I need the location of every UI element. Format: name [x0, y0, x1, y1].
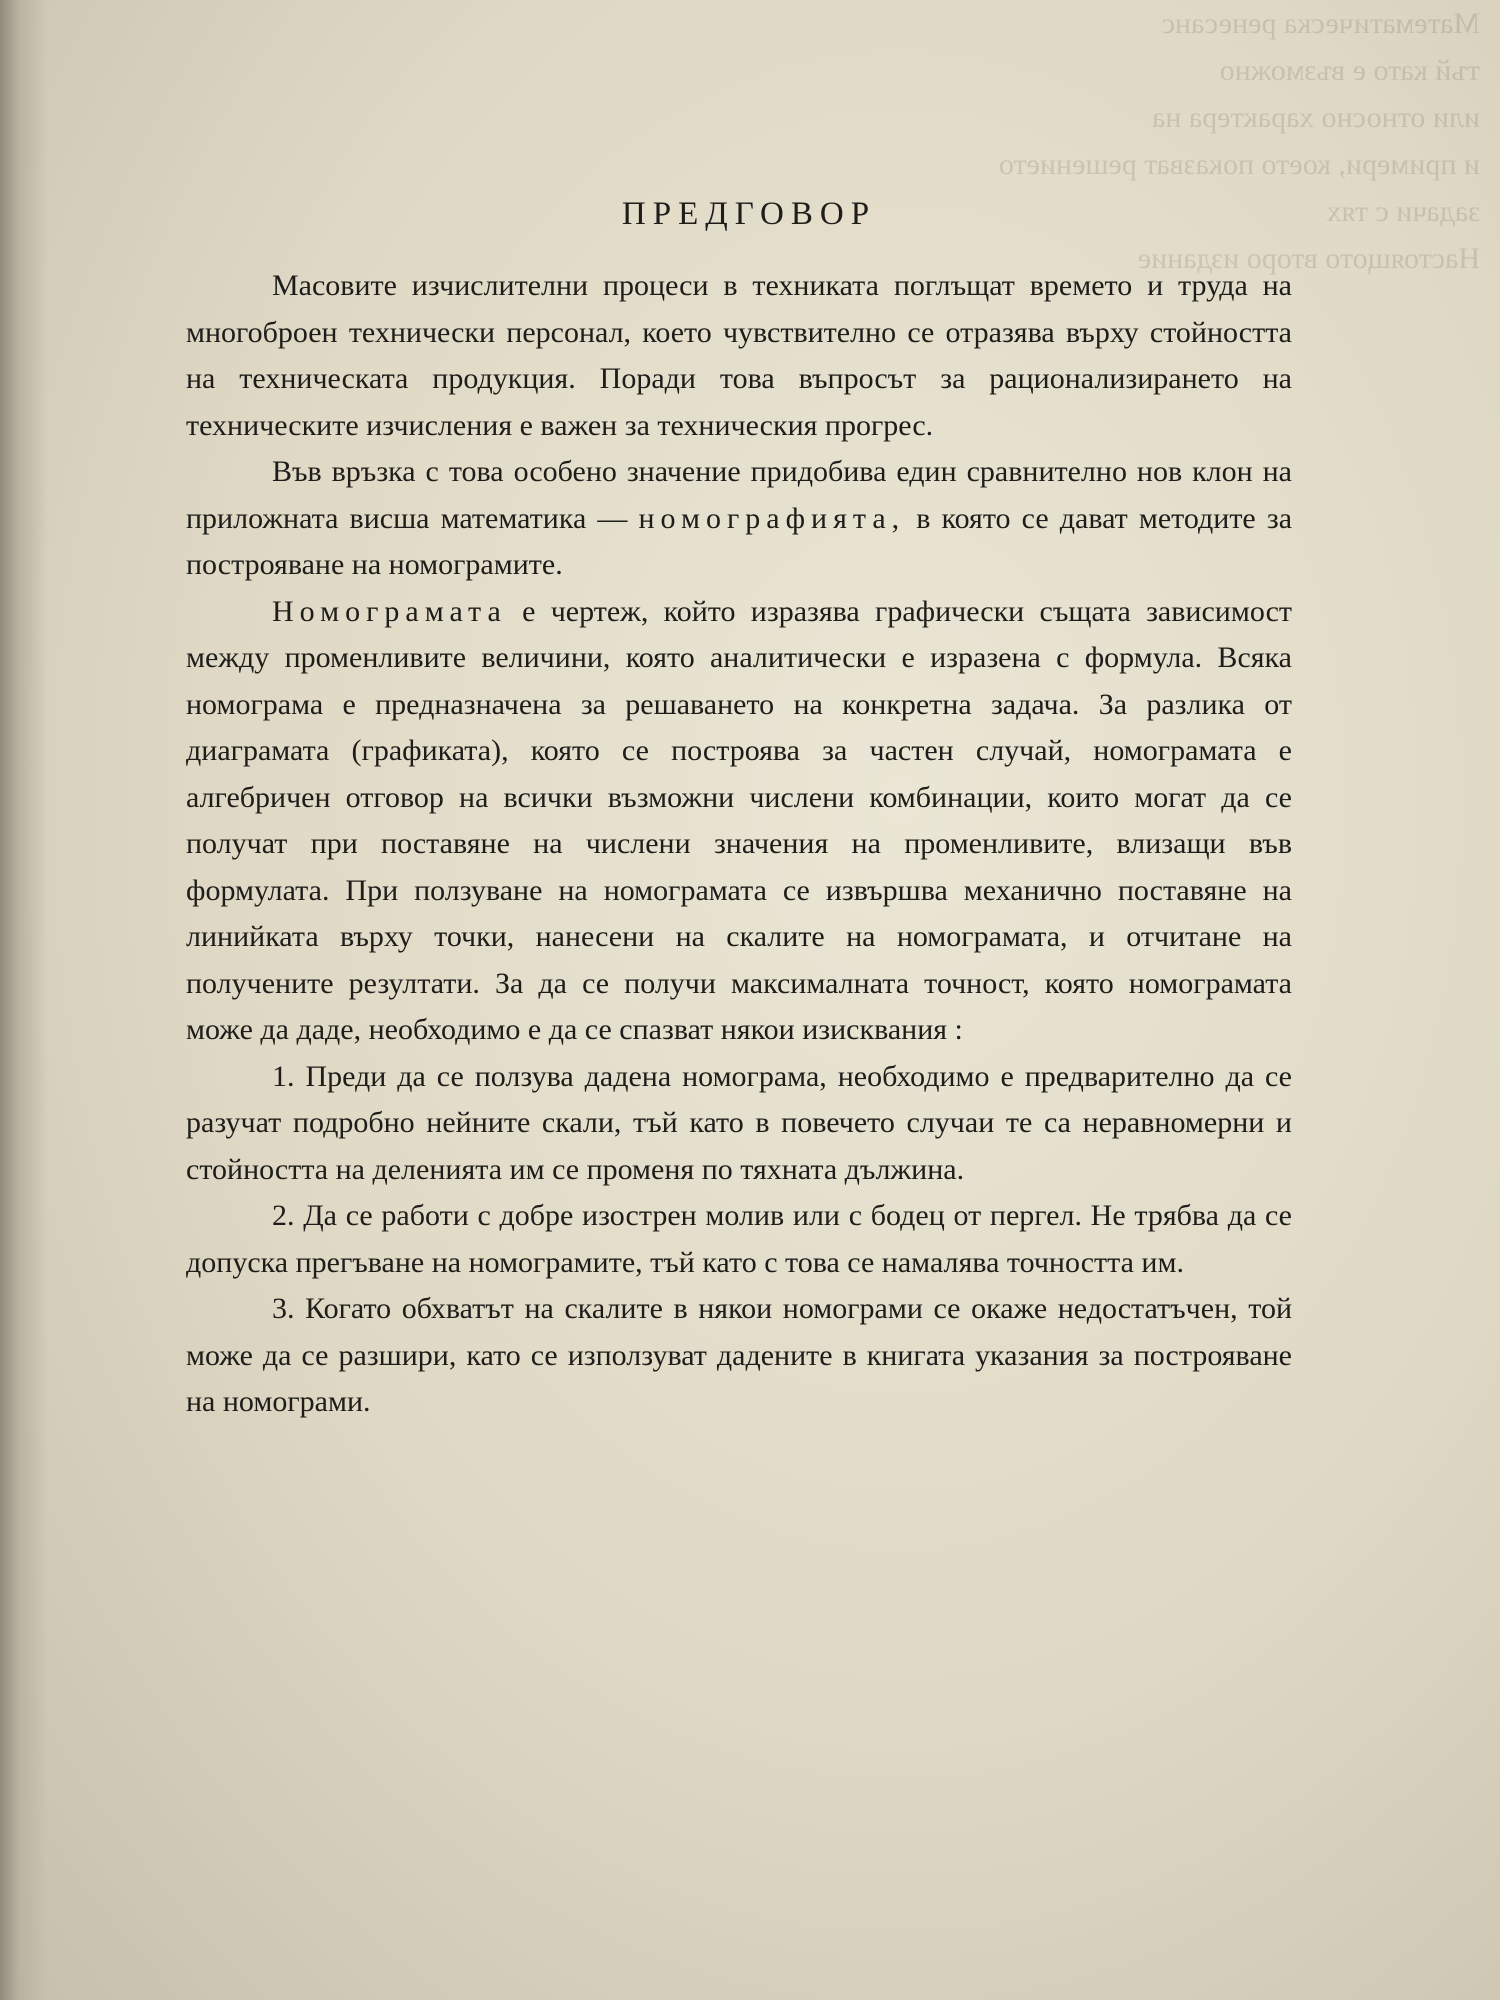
paragraph-2	[186, 449, 1292, 589]
requirement-1: 1. Преди да се ползува дадена номограма, необходимо е предварително да се разучат подробно нейните скали, тъй като в повечето случаи те са неравномерни и стойността на деленията им се променя по тяхната дължина.	[186, 1059, 1292, 1186]
paragraph-1: Масовите изчислителни процеси в техниката поглъщат времето и труда на многоброен технически персонал, което чувствително се отразява върху стойността на техническата продукция. Поради това въпросът за рационализирането на техническите изчисления е важен за техническия прогрес.	[186, 269, 1292, 442]
term-nomography: номографията,	[638, 501, 906, 535]
paragraph-2-intro: Във връзка с това особено значение придобива един сравнително нов клон на приложната висша математика —	[186, 455, 1292, 535]
page-title: ПРЕДГОВОР	[621, 196, 877, 232]
page-gutter-shadow	[0, 0, 48, 2000]
paragraph-2-end: в която се дават методите за построяване на номограмите.	[186, 501, 1293, 581]
term-nomogram: Номограмата	[272, 594, 507, 628]
preface-text	[186, 196, 1292, 1426]
requirement-2: 2. Да се работи с добре изострен молив или с бодец от пергел. Не трябва да се допуска прегъване на номограмите, тъй като с това се намалява точността им.	[186, 1199, 1292, 1279]
paragraph-3-body: е чертеж, който изразява графически същата зависимост между променливите величини, която аналитически е изразена с формула. Всяка номограма е предназначена за решаването на конкретна задача. За разлика от диаграмата (графиката), която се построява за частен случай, номограмата е алгебричен отговор на всички възможни числени комбинации, които могат да се получат при поставяне на числени значения на променливите, влизащи във формулата. При ползуване на номограмата се извършва механично поставяне на линийката върху точки, нанесени на скалите на номограмата, и отчитане на получените резултати. За да се получи максималната точност, която номограмата може да даде, необходимо е да се спазват някои изисквания :	[186, 594, 1292, 1046]
paragraph-3	[186, 589, 1292, 1054]
requirement-3: 3. Когато обхватът на скалите в някои номограми се окаже недостатъчен, той може да се разшири, като се използуват дадените в книгата указания за построяване на номограми.	[186, 1292, 1292, 1418]
bleed-through-texture: Математическа ренесанс тъй като е възможно или относно характера на и примери, което показват решението задачи с тях Настоящото второ издание	[998, 7, 1480, 275]
